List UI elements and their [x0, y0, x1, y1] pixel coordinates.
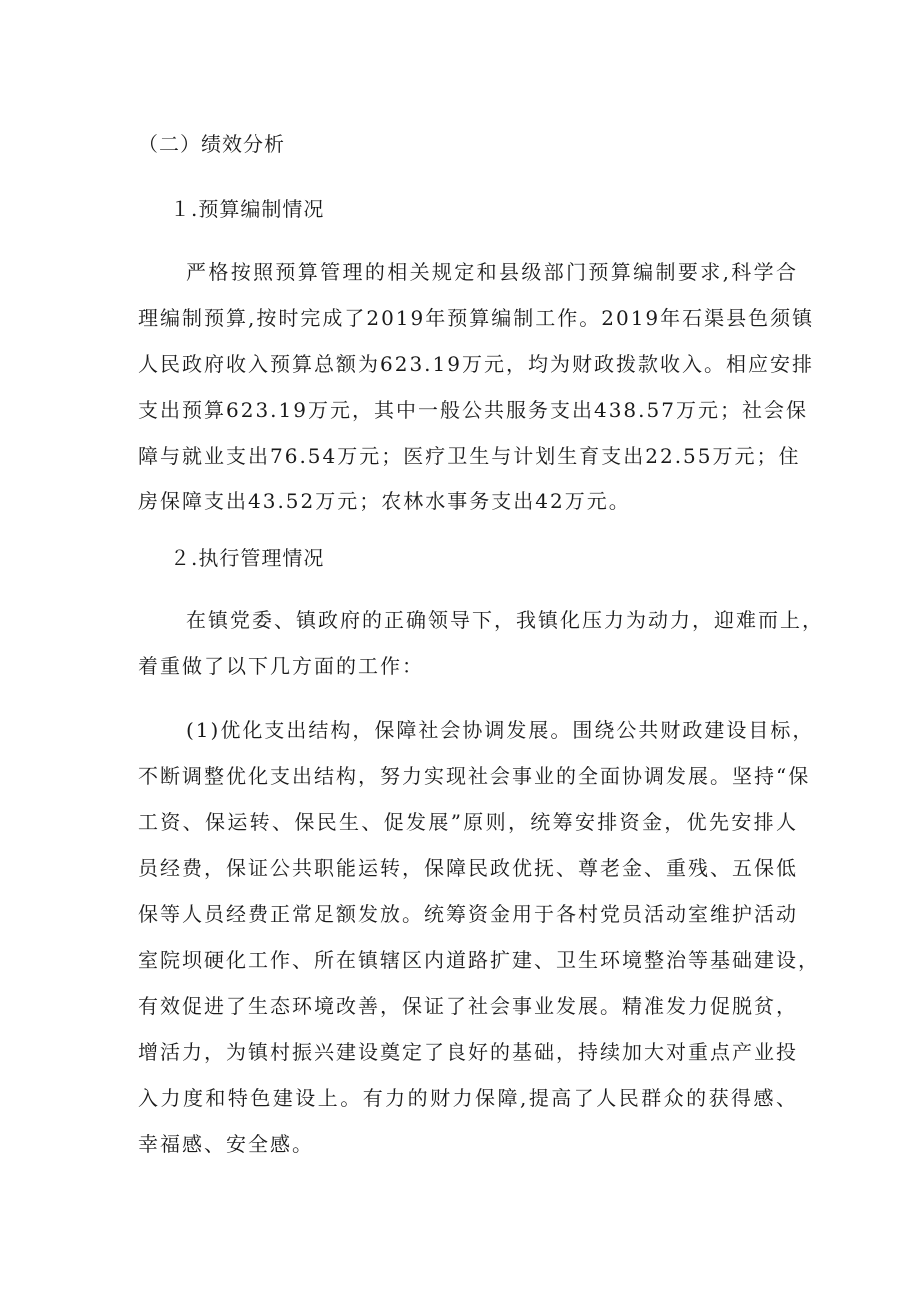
paragraph-line: 员经费，保证公共职能运转，保障民政优抚、尊老金、重残、五保低 — [138, 856, 798, 880]
paragraph-line: 保等人员经费正常足额发放。统筹资金用于各村党员活动室维护活动 — [138, 902, 798, 926]
paragraph-line: 增活力，为镇村振兴建设奠定了良好的基础，持续加大对重点产业投 — [138, 1040, 798, 1064]
subsection-heading-budget: １.预算编制情况 — [170, 197, 325, 221]
paragraph-line: (1)优化支出结构，保障社会协调发展。围绕公共财政建设目标， — [186, 718, 815, 742]
paragraph-line: 严格按照预算管理的相关规定和县级部门预算编制要求,科学合 — [186, 260, 798, 284]
paragraph-line: 理编制预算,按时完成了2019年预算编制工作。2019年石渠县色须镇 — [138, 306, 815, 330]
paragraph-line: 障与就业支出76.54万元；医疗卫生与计划生育支出22.55万元；住 — [138, 444, 801, 468]
paragraph-line: 在镇党委、镇政府的正确领导下，我镇化压力为动力，迎难而上， — [186, 608, 824, 632]
paragraph-line: 幸福感、安全感。 — [138, 1132, 314, 1156]
paragraph-line: 不断调整优化支出结构，努力实现社会事业的全面协调发展。坚持“保 — [138, 764, 811, 788]
subsection-heading-execution: ２.执行管理情况 — [170, 546, 325, 570]
section-heading: （二）绩效分析 — [138, 132, 285, 156]
paragraph-line: 有效促进了生态环境改善，保证了社会事业发展。精准发力促脱贫， — [138, 994, 798, 1018]
paragraph-line: 室院坝硬化工作、所在镇辖区内道路扩建、卫生环境整治等基础建设， — [138, 948, 820, 972]
paragraph-line: 房保障支出43.52万元；农林水事务支出42万元。 — [138, 489, 631, 513]
paragraph-line: 支出预算623.19万元，其中一般公共服务支出438.57万元；社会保 — [138, 398, 808, 422]
paragraph-line: 入力度和特色建设上。有力的财力保障,提高了人民群众的获得感、 — [138, 1086, 798, 1110]
paragraph-line: 着重做了以下几方面的工作： — [138, 654, 424, 678]
paragraph-line: 人民政府收入预算总额为623.19万元，均为财政拨款收入。相应安排 — [138, 352, 814, 376]
paragraph-line: 工资、保运转、保民生、促发展”原则，统筹安排资金，优先安排人 — [138, 810, 798, 834]
